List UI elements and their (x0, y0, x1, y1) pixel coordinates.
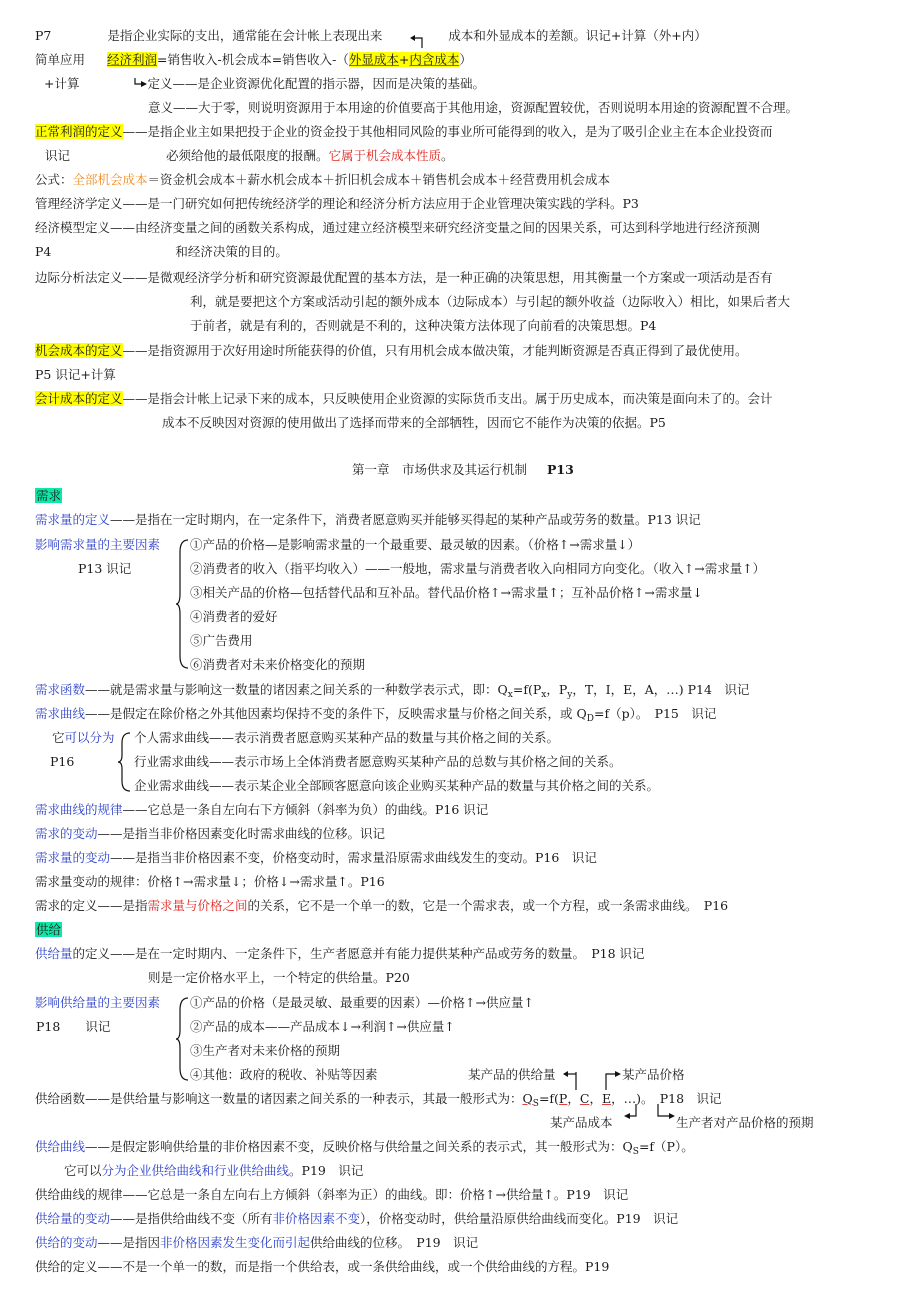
line-formula: 公式：全部机会成本＝资金机会成本＋薪水机会成本＋折旧机会成本＋销售机会成本＋经营费用机会成本 (35, 172, 611, 187)
supply-factor-3: ③生产者对未来价格的预期 (190, 1043, 341, 1058)
line-calc: +计算 定义——是企业资源优化配置的指示器，因而是决策的基础。 (44, 76, 485, 91)
line-accounting-2: 成本不反映因对资源的使用做出了选择而带来的全部牺牲，因而它不能作为决策的依据。P5 (162, 415, 666, 430)
line-simple-app: 简单应用 经济利润=销售收入-机会成本=销售收入-（外显成本+内含成本） (35, 52, 472, 67)
line-p7 (35, 28, 707, 44)
line-meaning: 意义——大于零，则说明资源用于本用途的价值要高于其他用途，资源配置较优，否则说明本用途的资源配置不合理。 (148, 100, 799, 115)
heading-supply: 供给 (36, 922, 62, 937)
line-supply-def: 供给的定义——不是一个单一的数，而是指一个供给表，或一条供给曲线，或一个供给曲线的方程。P19 (35, 1259, 610, 1274)
line-p5: P5 识记+计算 (35, 367, 116, 382)
text: 成本和外显成本的差额。识记+计算（外+内） (448, 28, 707, 43)
demand-curve-types-label: 它可以分为 (52, 730, 115, 745)
curve-industry: 行业需求曲线——表示市场上全体消费者愿意购买某种产品的总数与其价格之间的关系。 (134, 754, 622, 769)
arrow-icon (624, 1104, 644, 1124)
demand-factor-2: ②消费者的收入（指平均收入）——一般地，需求量与消费者收入向相同方向变化。（收入↑→需求量↑） (190, 561, 766, 576)
line-marginal: 边际分析法定义——是微观经济学分析和研究资源最优配置的基本方法，是一种正确的决策思想，用其衡量一个方案或一项活动是否有 (35, 270, 773, 285)
line-marginal-2: 利，就是要把这个方案或活动引起的额外成本（边际成本）与引起的额外收益（边际收入）相比，如果后者大 (190, 294, 791, 309)
line-opportunity: 机会成本的定义——是指资源用于次好用途时所能获得的价值，只有用机会成本做决策，才能判断资源是否真正得到了最优使用。 (35, 343, 748, 358)
demand-factor-3: ③相关产品的价格—包括替代品和互补品。替代品价格↑→需求量↑；互补品价格↑→需求量↓ (190, 585, 703, 600)
line-demand-function: 需求函数——就是需求量与影响这一数量的诸因素之间关系的一种数学表示式，即：$Q_x=f(P_x$，$P_y$，T，I，E，A，…) P14 识记 (35, 682, 750, 700)
label-product-price: 某产品价格 (622, 1067, 685, 1082)
demand-factor-4: ④消费者的爱好 (190, 609, 278, 624)
label-product-cost: 某产品成本 (550, 1115, 613, 1130)
line-demand-curve: 需求曲线——是假定在除价格之外其他因素均保持不变的条件下，反映需求量与价格之间关系，或 $Q_D=f(p)$。 P15 识记 (35, 706, 717, 724)
demand-factor-5: ⑤广告费用 (190, 633, 253, 648)
term-accounting-cost: 会计成本的定义 (35, 391, 123, 406)
line-econ-model: 经济模型定义——由经济变量之间的函数关系构成，通过建立经济模型来研究经济变量之间的因果关系，可达到科学地进行经济预测 (35, 220, 761, 235)
arrow-icon (562, 1068, 582, 1092)
section-supply (35, 922, 62, 938)
line-demand-qty-change: 需求量的变动——是指当非价格因素不变，价格变动时，需求量沿原需求曲线发生的变动。P16 识记 (35, 850, 597, 865)
line-supply-qty-def: 供给量的定义——是在一定时期内、一定条件下，生产者愿意并有能力提供某种产品或劳务的数量。 P18 识记 (35, 946, 645, 961)
line-supply-curve-law: 供给曲线的规律——它总是一条自左向右上方倾斜（斜率为正）的曲线。即：价格↑→供给量↑。P19 识记 (35, 1187, 629, 1202)
supply-factor-1: ①产品的价格（是最灵敏、最重要的因素）—价格↑→供应量↑ (190, 995, 534, 1010)
section-demand (35, 488, 62, 504)
line-demand-qty-def: 需求量的定义——是指在一定时期内，在一定条件下，消费者愿意购买并能够买得起的某种产品或劳务的数量。P13 识记 (35, 512, 701, 527)
brace-icon (176, 996, 190, 1082)
supply-factor-4: ④其他：政府的税收、补贴等因素 (190, 1067, 378, 1082)
label-producer-expectation: 生产者对产品价格的预期 (676, 1115, 814, 1130)
arrow-icon (604, 1068, 624, 1092)
line-supply-qty-2: 则是一定价格水平上，一个特定的供给量。P20 (148, 970, 410, 985)
term-normal-profit: 正常利润的定义 (35, 124, 123, 139)
heading-demand: 需求 (36, 488, 62, 503)
arrow-icon (134, 78, 148, 90)
implicit-cost: 内含成本 (409, 52, 460, 67)
line-normal-profit-2: 识记 必须给他的最低限度的报酬。它属于机会成本性质。 (45, 148, 454, 163)
line-supply-function: 供给函数——是供给量与影响这一数量的诸因素之间关系的一种表示，其最一般形式为：$Q_S=f(P$，C，E，…)。 P18 识记 (35, 1091, 722, 1109)
demand-curve-types-ref: P16 (50, 754, 75, 769)
demand-factor-6: ⑥消费者对未来价格变化的预期 (190, 657, 366, 672)
text: 是指企业实际的支出，通常能在会计帐上表现出来 (107, 28, 383, 43)
brace-icon (176, 538, 190, 670)
line-supply-qty-change: 供给量的变动——是指供给曲线不变（所有非价格因素不变），价格变动时，供给量沿原供给曲线而变化。P19 识记 (35, 1211, 679, 1226)
line-marginal-3: 于前者，就是有利的，否则就是不利的，这种决策方法体现了向前看的决策思想。P4 (190, 318, 657, 333)
line-managerial-econ: 管理经济学定义——是一门研究如何把传统经济学的理论和经济分析方法应用于企业管理决策实践的学科。P3 (35, 196, 639, 211)
line-supply-curve-types: 它可以分为企业供给曲线和行业供给曲线。P19 识记 (64, 1163, 364, 1178)
economic-profit: 经济利润 (106, 52, 157, 67)
page-ref: P7 (35, 28, 52, 43)
supply-factors-ref: P18 识记 (36, 1019, 111, 1034)
demand-factor-1: ①产品的价格—是影响需求量的一个最重要、最灵敏的因素。（价格↑→需求量↓） (190, 537, 641, 552)
line-supply-curve: 供给曲线——是假定影响供给量的非价格因素不变，反映价格与供给量之间关系的表示式，其一般形式为：$Q_S=f(P)$。 (35, 1139, 694, 1157)
chapter-title: 第一章 市场供求及其运行机制 P13 (352, 462, 574, 477)
arrow-icon (410, 30, 430, 50)
line-accounting: 会计成本的定义——是指会计帐上记录下来的成本，只反映使用企业资源的实际货币支出。属于历史成本，而决策是面向未了的。会计 (35, 391, 773, 406)
curve-individual: 个人需求曲线——表示消费者愿意购买某种产品的数量与其价格之间的关系。 (134, 730, 560, 745)
supply-factors-title: 影响供给量的主要因素 (35, 995, 161, 1010)
brace-icon (118, 731, 132, 793)
line-demand-change: 需求的变动——是指当非价格因素变化时需求曲线的位移。识记 (35, 826, 386, 841)
label-supply-qty: 某产品的供给量 (468, 1067, 556, 1082)
line-econ-model-2: P4 和经济决策的目的。 (35, 244, 288, 259)
line-demand-qty-law: 需求量变动的规律：价格↑→需求量↓；价格↓→需求量↑。P16 (35, 874, 385, 889)
line-supply-change: 供给的变动——是指因非价格因素发生变化而引起供给曲线的位移。 P19 识记 (35, 1235, 479, 1250)
curve-firm: 企业需求曲线——表示某企业全部顾客愿意向该企业购买某种产品的数量与其价格之间的关系。 (134, 778, 660, 793)
demand-factors-title: 影响需求量的主要因素 (35, 537, 161, 552)
line-demand-curve-law: 需求曲线的规律——它总是一条自左向右下方倾斜（斜率为负）的曲线。P16 识记 (35, 802, 489, 817)
explicit-cost: 外显成本 (348, 52, 399, 67)
line-demand-def: 需求的定义——是指需求量与价格之间的关系，它不是一个单一的数，它是一个需求表，或一个方程，或一条需求曲线。 P16 (35, 898, 729, 913)
demand-factors-ref: P13 识记 (78, 561, 132, 576)
supply-factor-2: ②产品的成本——产品成本↓→利润↑→供应量↑ (190, 1019, 455, 1034)
line-normal-profit: 正常利润的定义——是指企业主如果把投于企业的资金投于其他相同风险的事业所可能得到的收入，是为了吸引企业主在本企业投资而 (35, 124, 773, 139)
term-opportunity-cost: 机会成本的定义 (35, 343, 123, 358)
